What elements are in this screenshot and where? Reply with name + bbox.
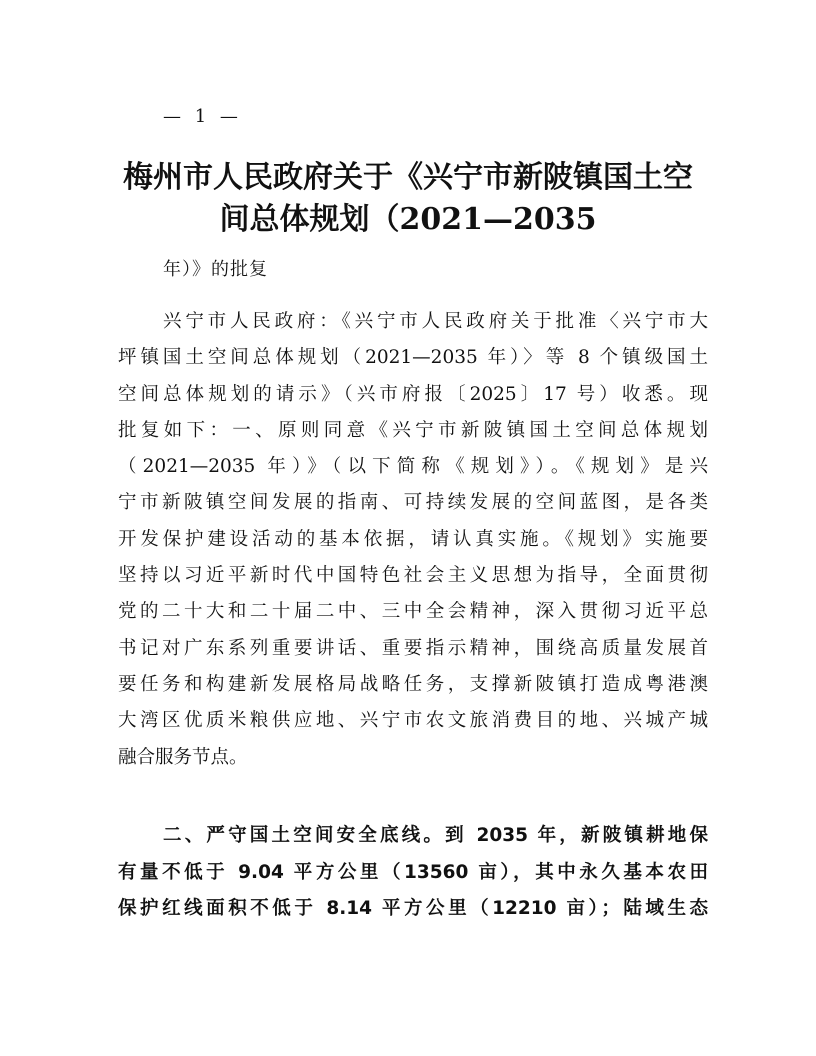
paragraph-line: 二、严守国土空间安全底线。到 2035 年，新陂镇耕地保: [163, 825, 708, 846]
body-paragraph-1: [118, 304, 708, 776]
paragraph-line: 书记对广东系列重要讲话、重要指示精神，围绕高质量发展首: [118, 637, 708, 659]
paragraph-line: 批复如下：一、原则同意《兴宁市新陂镇国土空间总体规划: [118, 419, 708, 441]
body-paragraph-2: [118, 818, 708, 928]
paragraph-line: 要任务和构建新发展格局战略任务，支撑新陂镇打造成粤港澳: [118, 673, 708, 695]
document-title-continuation: 年）》的批复: [163, 259, 268, 280]
page-number: — 1 —: [163, 106, 242, 127]
paragraph-line: 融合服务节点。: [118, 746, 248, 768]
paragraph-line: 宁市新陂镇空间发展的指南、可持续发展的空间蓝图，是各类: [118, 492, 708, 514]
paragraph-line: 坪镇国土空间总体规划（2021—2035 年）〉等 8 个镇级国土: [118, 347, 708, 369]
paragraph-line: 坚持以习近平新时代中国特色社会主义思想为指导，全面贯彻: [118, 565, 708, 587]
paragraph-line: 有量不低于 9.04 平方公里（13560 亩），其中永久基本农田: [118, 861, 708, 883]
paragraph-line: 党的二十大和二十届二中、三中全会精神，深入贯彻习近平总: [118, 601, 708, 623]
document-title-line-2: 间总体规划（2021—2035: [219, 202, 597, 237]
paragraph-line: 空间总体规划的请示》（兴市府报〔2025〕17 号）收悉。现: [118, 383, 708, 405]
document-title-line-1: 梅州市人民政府关于《兴宁市新陂镇国土空: [123, 160, 693, 195]
paragraph-line: 兴宁市人民政府：《兴宁市人民政府关于批准〈兴宁市大: [163, 311, 708, 332]
paragraph-line: （2021—2035 年）》（以下简称《规划》）。《规划》是兴: [118, 456, 708, 478]
paragraph-line: 大湾区优质米粮供应地、兴宁市农文旅消费目的地、兴城产城: [118, 710, 708, 732]
paragraph-line: 保护红线面积不低于 8.14 平方公里（12210 亩）；陆域生态: [118, 898, 708, 919]
paragraph-line: 开发保护建设活动的基本依据，请认真实施。《规划》实施要: [118, 528, 708, 550]
